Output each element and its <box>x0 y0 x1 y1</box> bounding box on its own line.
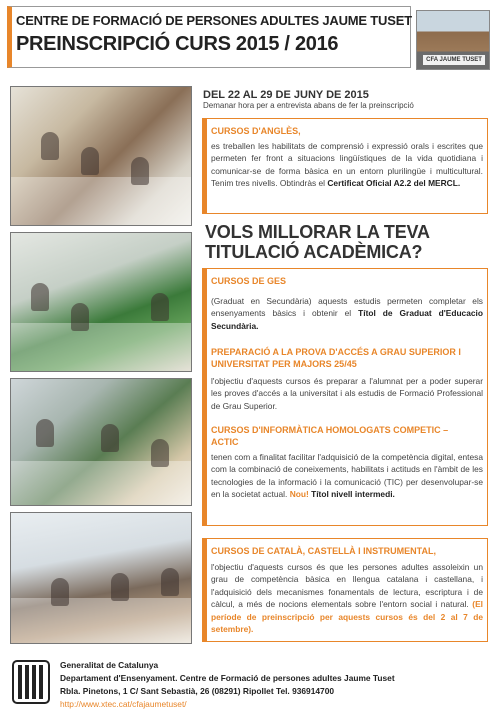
photo-figure <box>41 132 59 160</box>
school-sign: CFA JAUME TUSET <box>423 55 485 65</box>
english-course-box <box>202 118 488 214</box>
photo-figure <box>36 419 54 447</box>
language-text-part: l'objectiu d'aquests cursos és que les persones adultes assoleixin un grau de competència bàsica en llengua catalana i castellana, i l'adquisició dels mecanismes fonamentals de lectura, escriptura i de càlcul, a més de nocions elementals sobre l'entorn social i natural. <box>211 562 483 610</box>
it-course-text <box>211 451 483 501</box>
prep-course-text: l'objectiu d'aquests cursos és preparar a l'alumnat per a poder superar les proves d'accés a la universitat i als estudis de Formació Professional de Grau Superior. <box>211 376 483 411</box>
photo-figure <box>51 578 69 606</box>
generalitat-logo-icon <box>12 660 50 704</box>
language-course-title: CURSOS DE CATALÀ, CASTELLÀ I INSTRUMENTAL, <box>211 546 436 556</box>
photo-figure <box>101 424 119 452</box>
september-note: (El període de preinscripció per aquests cursos és del 2 al 7 de setembre). <box>211 599 483 635</box>
photo-desk-shade <box>11 461 191 505</box>
classroom-photo-2 <box>10 232 192 372</box>
preregistration-dates: DEL 22 AL 29 DE JUNY DE 2015 <box>203 89 369 101</box>
footer-government: Generalitat de Catalunya <box>60 660 159 670</box>
school-building-photo <box>416 10 490 70</box>
prep-course-title: PREPARACIÓ A LA PROVA D'ACCÉS A GRAU SUPERIOR I UNIVERSITAT PER MAJORS 25/45 <box>211 347 461 369</box>
classroom-photo-4 <box>10 512 192 644</box>
it-course-title: CURSOS D'INFORMÀTICA HOMOLOGATS COMPETIC – ACTIC <box>211 425 449 447</box>
photo-figure <box>111 573 129 601</box>
footer-address: Rbla. Pinetons, 1 C/ Sant Sebastià, 26 (08291) Ripollet Tel. 936914700 <box>60 686 335 696</box>
classroom-photo-3 <box>10 378 192 506</box>
photo-desk-shade <box>11 177 191 225</box>
ges-course-title: CURSOS DE GES <box>211 276 287 286</box>
academic-section-title: VOLS MILLORAR LA TEVA TITULACIÓ ACADÈMICA? <box>205 222 430 262</box>
language-courses-box <box>202 538 488 642</box>
appointment-note: Demanar hora per a entrevista abans de fer la preinscripció <box>203 101 414 110</box>
new-badge: Nou! <box>289 489 309 500</box>
language-course-text <box>211 561 483 635</box>
photo-figure <box>81 147 99 175</box>
photo-figure <box>31 283 49 311</box>
photo-desk-shade <box>11 323 191 371</box>
english-text-part: es treballen les habilitats de comprensió i expressió orals i escrites que permeten fer front a situacions lingüístiques de la vida quotidiana i comunicar-se de forma bàsica en un entorn plurilingüe i multicultural. Tenim tres nivells. Obtindràs el <box>211 141 483 189</box>
school-website-link[interactable]: http://www.xtec.cat/cfajaumetuset/ <box>60 699 187 709</box>
photo-desk-shade <box>11 598 191 644</box>
academic-courses-box <box>202 268 488 526</box>
ges-text-part: (Graduat en Secundària) aquests estudis permeten completar els ensenyaments bàsics i obtenir el <box>211 296 483 319</box>
english-course-text <box>211 140 483 190</box>
ges-course-text <box>211 295 483 332</box>
english-course-title: CURSOS D'ANGLÈS, <box>211 126 301 136</box>
footer-department: Departament d'Ensenyament. Centre de Formació de persones adultes Jaume Tuset <box>60 673 395 683</box>
photo-figure <box>151 439 169 467</box>
photo-figure <box>151 293 169 321</box>
it-text-part: tenen com a finalitat facilitar l'adquisició de la competència digital, entesa com la combinació de coneixements, habilitats i actituds en l'àmbit de les tecnologies de la informació i la comunicació (TIC) per desenvolupar-se en la societat actual. <box>211 452 483 500</box>
photo-figure <box>131 157 149 185</box>
it-level: Títol nivell intermedi. <box>308 489 395 500</box>
photo-figure <box>71 303 89 331</box>
header-title: PREINSCRIPCIÓ CURS 2015 / 2016 <box>16 33 339 55</box>
english-certificate: Certificat Oficial A2.2 del MERCL. <box>327 178 461 189</box>
header-school-name: CENTRE DE FORMACIÓ DE PERSONES ADULTES JAUME TUSET <box>16 13 412 28</box>
classroom-photo-1 <box>10 86 192 226</box>
photo-figure <box>161 568 179 596</box>
ges-diploma: Títol de Graduat d'Educacio Secundària. <box>211 308 483 331</box>
